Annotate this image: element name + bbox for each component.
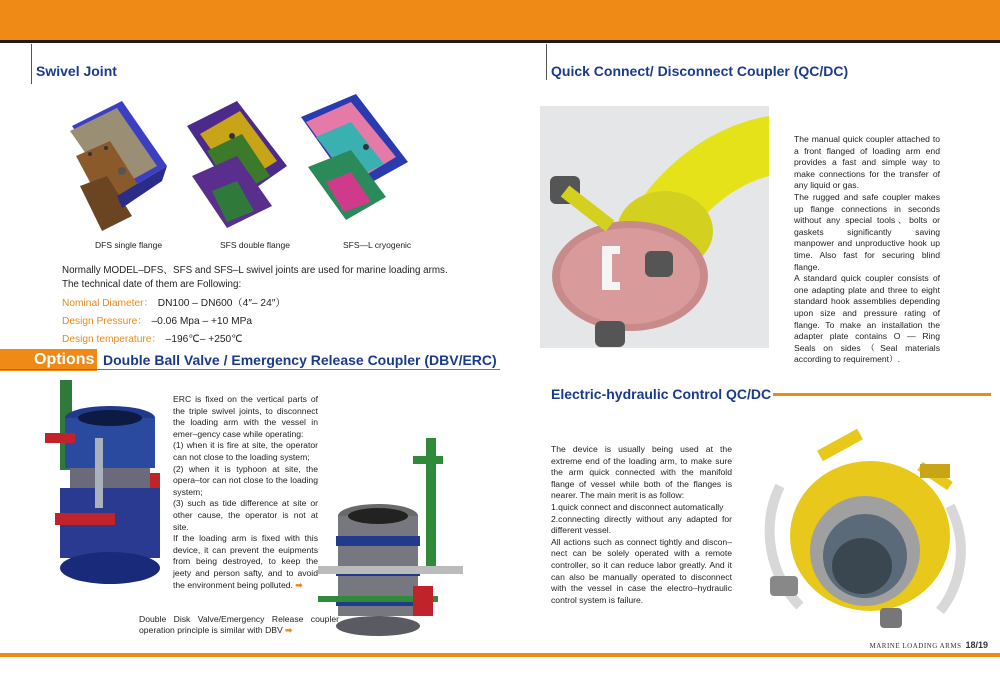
left-heading-rule bbox=[31, 44, 32, 84]
erc-benefit-text: If the loading arm is fixed with this device, it can prevent the euipments from being destroyed, to keep the jeety and person safty, and to avoid the environment being polluted. bbox=[173, 533, 318, 590]
qcdc-para-3: A standard quick coupler consists of one adapting plate and three to eight standard hook assemblies depending upon size and pressure rating of flange. To make an installation the adapter plate contains O — Ring Seals on sides（Seal materials according to requirement）. bbox=[794, 273, 940, 365]
options-band-rule bbox=[0, 369, 500, 370]
arrow-right-icon: ➡ bbox=[285, 625, 293, 635]
spec-value: –196℃– +250℃ bbox=[165, 334, 243, 345]
right-heading-rule bbox=[546, 44, 547, 80]
erc-para-intro: ERC is fixed on the vertical parts of the triple swivel joints, to disconnect the loading arm with the vessel in emer–gency case while operating: bbox=[173, 394, 318, 439]
top-banner bbox=[0, 0, 1000, 40]
disk-valve-caption-text: Double Disk Valve/Emergency Release coupler operation principle is similar with DBV bbox=[139, 614, 339, 635]
options-label: Options bbox=[34, 351, 95, 368]
page-footer bbox=[870, 640, 988, 650]
ehc-para-2: 1.quick connect and disconnect automatically bbox=[551, 501, 724, 512]
electric-hydraulic-coupler-image bbox=[750, 426, 978, 636]
erc-coupler-image bbox=[40, 378, 162, 590]
arrow-right-icon: ➡ bbox=[295, 579, 303, 590]
sfs-caption: SFS double flange bbox=[220, 240, 290, 250]
top-banner-rule bbox=[0, 40, 1000, 43]
ehc-description bbox=[551, 444, 732, 606]
footer-rule bbox=[0, 653, 1000, 657]
erc-para-case-1: (1) when it is fire at site, the operator can not close to the loading system; bbox=[173, 440, 318, 462]
spec-label: Nominal Diameter： bbox=[62, 298, 154, 309]
qcdc-para-1: The manual quick coupler attached to a front flanged of loading arm end provides a fast and simple way to make connections for the transfer of any liquid or gas. bbox=[794, 134, 940, 191]
page-number: 18/19 bbox=[965, 640, 988, 650]
dfs-caption: DFS single flange bbox=[95, 240, 163, 250]
erc-para-case-3: (3) such as tide difference at site or other cause, the operator is not at site. bbox=[173, 498, 318, 532]
sfs-l-caption: SFS—L cryogenic bbox=[343, 240, 412, 250]
ehc-heading-rule bbox=[773, 393, 991, 396]
manual-quick-coupler-image bbox=[540, 106, 769, 348]
sfs-double-flange-image bbox=[182, 96, 294, 236]
swivel-joint-heading: Swivel Joint bbox=[36, 63, 117, 79]
spec-label: Design Pressure： bbox=[62, 316, 148, 327]
dfs-single-flange-image bbox=[62, 96, 172, 236]
qcdc-description bbox=[794, 134, 940, 366]
spec-design-temperature bbox=[62, 330, 243, 345]
swivel-intro-text: Normally MODEL–DFS、SFS and SFS–L swivel joints are used for marine loading arms. The technical date of them are Following: bbox=[62, 265, 448, 290]
erc-description bbox=[173, 394, 318, 591]
erc-para-benefit bbox=[173, 533, 318, 591]
spec-label: Design temperature： bbox=[62, 334, 162, 345]
disk-valve-caption bbox=[139, 614, 339, 636]
ehc-para-4: All actions such as connect tightly and discon–nect can be solely operated with a remote controller, so it can reduce labor greatly. And it can also be manually operated to disconnect with the vessel in case the electro–hydraulic control system is failure. bbox=[551, 536, 732, 605]
ehc-para-1: The device is usually being used at the extreme end of the loading arm, to make sure the arm quick connected with the manifold flange of vessel while both of the flanges is nearer. The main merit is as follow: bbox=[551, 444, 732, 501]
dbv-erc-heading: Double Ball Valve / Emergency Release Coupler (DBV/ERC) bbox=[103, 352, 497, 368]
footer-label: MARINE LOADING ARMS bbox=[869, 642, 962, 650]
sfs-l-cryogenic-image bbox=[296, 92, 411, 228]
options-band bbox=[0, 349, 500, 371]
ehc-para-3: 2.connecting directly without any adapted for different vessel. bbox=[551, 513, 732, 536]
qcdc-para-2: The rugged and safe coupler makes up flange connections in seconds without any special tools、bolts or gaskets significantly saving manpower and unproductive hook up time. Also fast for securing blind flange. bbox=[794, 191, 940, 272]
dbv-valve-image bbox=[318, 436, 466, 648]
spec-value: –0.06 Mpa – +10 MPa bbox=[151, 316, 253, 327]
spec-value: DN100 – DN600（4″– 24″） bbox=[157, 298, 286, 309]
ehc-heading: Electric-hydraulic Control QC/DC bbox=[551, 386, 772, 402]
qcdc-heading: Quick Connect/ Disconnect Coupler (QC/DC) bbox=[551, 63, 849, 79]
erc-para-case-2: (2) when it is typhoon at site, the opera–tor can not close to the loading system; bbox=[173, 463, 318, 497]
spec-design-pressure bbox=[62, 312, 252, 327]
spec-nominal-diameter bbox=[62, 294, 286, 309]
